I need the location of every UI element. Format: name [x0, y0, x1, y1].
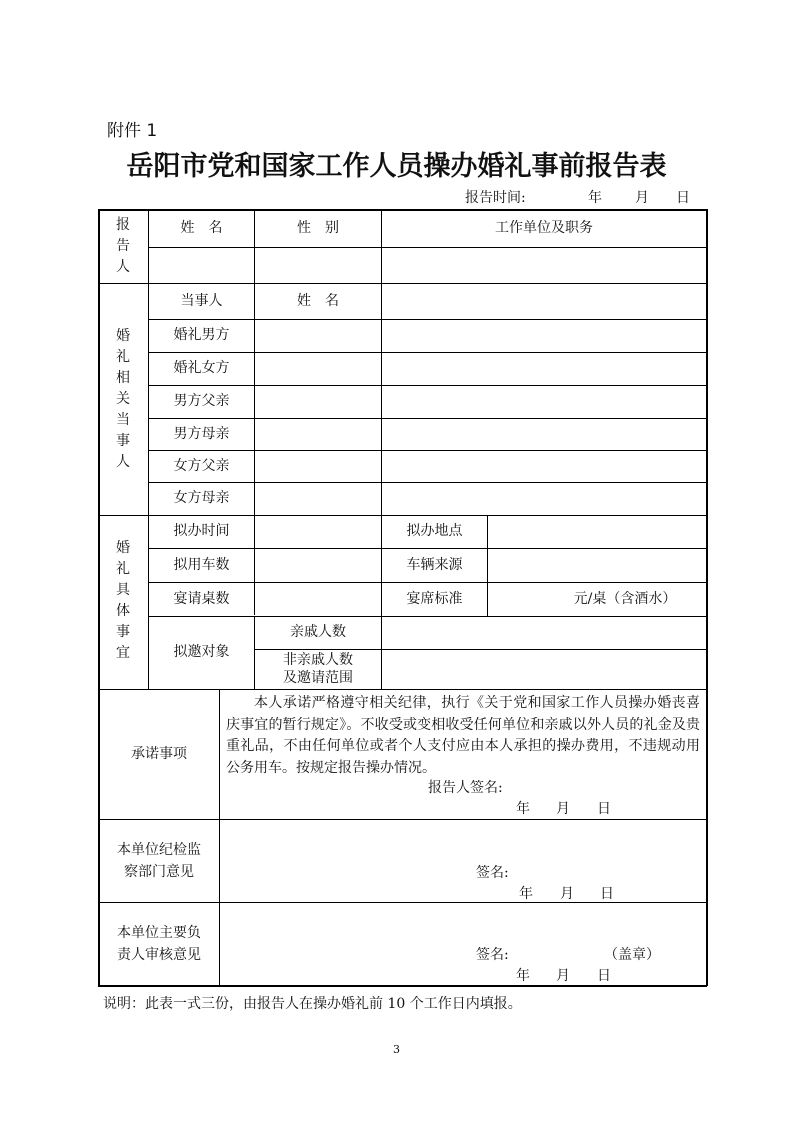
leader-label-line-1: 本单位主要负 — [117, 925, 201, 941]
party-row-label: 女方父亲 — [173, 457, 230, 474]
reporter-side-label: 报告人 — [116, 217, 130, 275]
reporter-name-field[interactable] — [149, 248, 254, 283]
leader-month: 月 — [556, 968, 570, 984]
attachment-label: 附件 1 — [107, 121, 158, 141]
reporter-work-field[interactable] — [382, 248, 706, 283]
leader-seal-label: （盖章） — [604, 947, 660, 963]
commitment-month: 月 — [556, 801, 570, 817]
party-header: 当事人 — [180, 292, 223, 309]
report-month-label: 月 — [635, 190, 649, 206]
party-row-label: 男方母亲 — [173, 425, 230, 442]
cars-label: 拟用车数 — [173, 556, 230, 573]
non-relatives-line-2: 及邀请范围 — [283, 669, 353, 686]
party-row-label: 婚礼女方 — [173, 360, 230, 377]
parties-side-label: 婚礼相关当事人 — [116, 328, 130, 470]
leader-label — [99, 903, 219, 985]
leader-sign-label: 签名: — [476, 947, 509, 963]
discipline-day: 日 — [600, 886, 614, 902]
commitment-label: 承诺事项 — [131, 745, 187, 762]
relatives-label: 亲戚人数 — [290, 624, 346, 641]
banquet-standard-label: 宴席标准 — [406, 590, 463, 607]
commitment-sign-label: 报告人签名: — [428, 780, 503, 796]
leader-label-line-2: 责人审核意见 — [117, 947, 201, 963]
reporter-gender-field[interactable] — [255, 248, 381, 283]
reporter-work-header: 工作单位及职务 — [495, 219, 593, 236]
reporter-gender-header: 性 别 — [297, 219, 339, 236]
discipline-year: 年 — [519, 886, 533, 902]
tables-label: 宴请桌数 — [173, 590, 230, 607]
details-side-label: 婚礼具体事宜 — [116, 540, 130, 661]
non-relatives-label — [255, 650, 381, 689]
discipline-month: 月 — [560, 886, 574, 902]
commitment-day: 日 — [597, 801, 611, 817]
banquet-unit-label: 元/桌（含酒水） — [573, 590, 677, 607]
planned-place-label: 拟办地点 — [406, 523, 463, 540]
party-row-label: 女方母亲 — [173, 490, 230, 507]
form-note: 说明：此表一式三份，由报告人在操办婚礼前 10 个工作日内填报。 — [103, 996, 522, 1012]
party-row-label: 男方父亲 — [173, 393, 230, 410]
party-name-header: 姓 名 — [297, 292, 339, 309]
page-number: 3 — [393, 1043, 400, 1056]
car-source-label: 车辆来源 — [406, 556, 463, 573]
commitment-year: 年 — [516, 801, 530, 817]
discipline-label-line-1: 本单位纪检监 — [117, 842, 201, 858]
party-row-label: 婚礼男方 — [173, 327, 230, 344]
discipline-sign-label: 签名: — [476, 865, 509, 881]
report-day-label: 日 — [676, 190, 690, 206]
non-relatives-line-1: 非亲戚人数 — [283, 652, 353, 668]
leader-day: 日 — [597, 968, 611, 984]
leader-year: 年 — [516, 968, 530, 984]
discipline-label-line-2: 察部门意见 — [124, 864, 194, 880]
report-time-label: 报告时间: — [465, 190, 526, 206]
report-year-label: 年 — [588, 190, 602, 206]
commitment-text: 本人承诺严格遵守相关纪律，执行《关于党和国家工作人员操办婚丧喜庆事宜的暂行规定》。不收受或变相收受任何单位和亲戚以外人员的礼金及贵重礼品，不由任何单位或者个人支付应由本人承担的操办费用，不违规动用公务用车。按规定报告操办情况。 — [226, 695, 700, 776]
form-title: 岳阳市党和国家工作人员操办婚礼事前报告表 — [126, 151, 667, 182]
reporter-name-header: 姓 名 — [180, 219, 223, 236]
discipline-label — [99, 820, 219, 902]
planned-time-label: 拟办时间 — [173, 523, 230, 540]
invitees-label: 拟邀对象 — [173, 644, 230, 661]
